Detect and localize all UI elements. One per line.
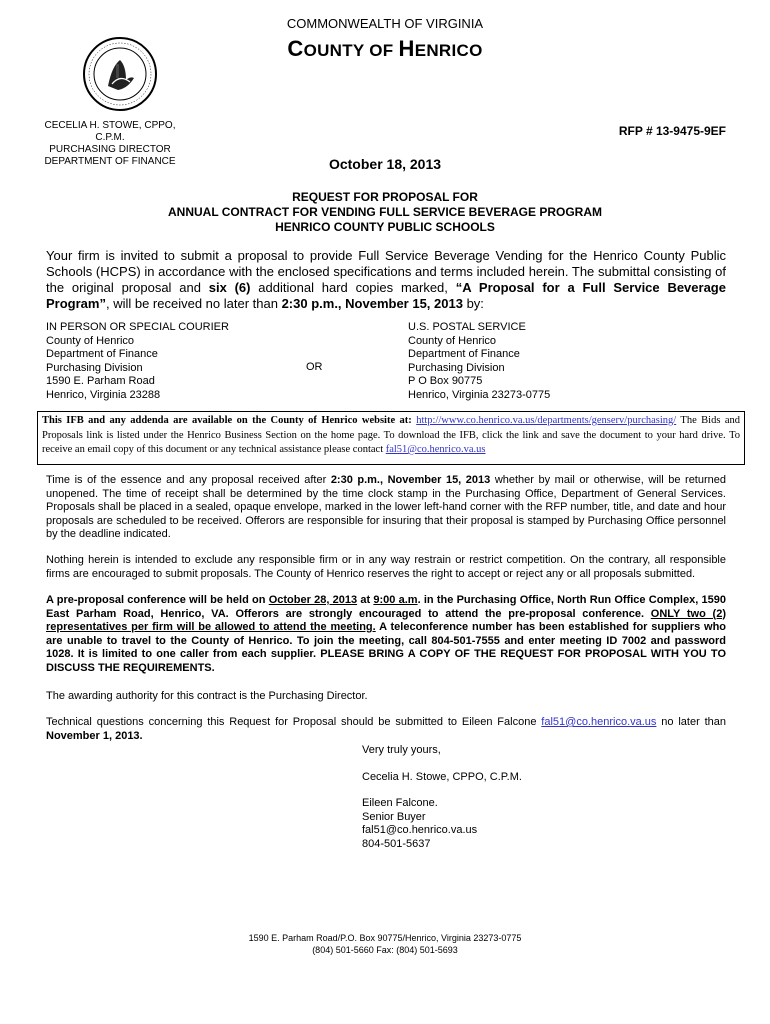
address-line: Henrico, Virginia 23288 — [46, 388, 161, 401]
buyer-signature — [362, 797, 662, 851]
contact-email-link[interactable]: fal51@co.henrico.va.us — [385, 444, 486, 455]
buyer-email: fal51@co.henrico.va.us — [362, 824, 478, 836]
competition-paragraph: Nothing herein is intended to exclude any responsible firm or in any way restrain or restrict competition. On the contrary, all responsible firms are encouraged to submit proposals. The County of Henrico reserves the right to accept or reject any or all proposals submitted. — [46, 554, 726, 580]
technical-email-link[interactable]: fal51@co.henrico.va.us — [541, 716, 657, 728]
footer-phone: (804) 501-5660 Fax: (804) 501-5693 — [312, 945, 458, 955]
address-line: Purchasing Division — [46, 361, 143, 374]
director-signature: Cecelia H. Stowe, CPPO, C.P.M. — [362, 771, 522, 783]
time-paragraph: Time is of the essence and any proposal received after 2:30 p.m., November 15, 2013 whether by mail or otherwise, will be returned unopened. The time of receipt shall be determined by the time clock stamp in the Purchasing Office, Department of General Services. Proposals shall be placed in a sealed, opaque envelope, marked in the lower left-hand corner with the RFP number, title, and date and hour proposals are scheduled to be received. Offerors are responsible for insuring that their proposal is stamped by Purchasing Office personnel by the deadline indicated. — [46, 474, 726, 540]
courier-address — [46, 321, 266, 402]
conference-paragraph: A pre-proposal conference will be held on October 28, 2013 at 9:00 a.m. in the Purchasing Office, North Run Office Complex, 1590 East Parham Road, Henrico, VA. Offerors are strongly encouraged to attend the pre-proposal conference. ONLY two (2) representatives per firm will be allowed to attend the meeting. A teleconference number has been established for suppliers who are unable to travel to the County of Henrico. To join the meeting, call 804-501-7555 and enter meeting ID 7002 and password 1028. It is limited to one caller from each supplier. PLEASE BRING A COPY OF THE REQUEST FOR PROPOSAL WITH YOU TO DISCUSS THE REQUIREMENTS. — [46, 594, 727, 674]
rfp-title-line-1: REQUEST FOR PROPOSAL FOR — [292, 190, 478, 204]
county-seal-icon — [82, 36, 158, 112]
address-line: Purchasing Division — [408, 361, 505, 374]
address-line: 1590 E. Parham Road — [46, 375, 155, 387]
rfp-number: RFP # 13-9475-9EF — [618, 124, 726, 138]
intro-paragraph: Your firm is invited to submit a proposal to provide Full Service Beverage Vending for the Henrico County Public Schools (HCPS) in accordance with the enclosed specifications and terms included herein. The submittal consisting of the original proposal and six (6) additional hard copies marked, “A Proposal for a Full Service Beverage Program”, will be received no later than 2:30 p.m., November 15, 2013 by: — [46, 248, 726, 311]
buyer-title: Senior Buyer — [362, 810, 426, 823]
address-line: County of Henrico — [46, 334, 135, 347]
address-line: Department of Finance — [408, 348, 520, 360]
awarding-paragraph: The awarding authority for this contract is the Purchasing Director. — [46, 690, 368, 702]
rfp-title — [0, 190, 770, 235]
rfp-title-line-3: HENRICO COUNTY PUBLIC SCHOOLS — [275, 220, 495, 234]
address-line: IN PERSON OR SPECIAL COURIER — [46, 321, 229, 333]
purchasing-website-link[interactable]: http://www.co.henrico.va.us/departments/genserv/purchasing/ — [416, 415, 677, 426]
buyer-name: Eileen Falcone. — [362, 797, 438, 809]
postal-address — [408, 321, 628, 402]
address-line: County of Henrico — [408, 334, 497, 347]
technical-paragraph: Technical questions concerning this Request for Proposal should be submitted to Eileen Falcone fal51@co.henrico.va.us no later than November 1, 2013. — [46, 716, 726, 742]
officer-department: DEPARTMENT OF FINANCE — [44, 156, 176, 167]
footer-address: 1590 E. Parham Road/P.O. Box 90775/Henrico, Virginia 23273-0775 — [248, 933, 522, 943]
page-footer — [0, 932, 770, 956]
letter-date: October 18, 2013 — [328, 156, 442, 172]
address-line: P O Box 90775 — [408, 375, 483, 387]
buyer-phone: 804-501-5637 — [362, 837, 431, 850]
address-line: Department of Finance — [46, 348, 158, 360]
or-separator: OR — [306, 361, 323, 373]
address-line: U.S. POSTAL SERVICE — [408, 321, 526, 333]
officer-title: PURCHASING DIRECTOR — [49, 144, 171, 155]
county-heading: COUNTY OF HENRICO — [287, 36, 483, 61]
ifb-notice-box: This IFB and any addenda are available on the County of Henrico website at: http://www.co.henrico.va.us/departments/genserv/purchasing/ The Bids and Proposals link is listed under the Henrico Business Section on the home page. To download the IFB, click the link and save the document to your hard drive. To receive an email copy of this document or any technical assistance please contact fal51@co.henrico.va.us — [37, 411, 745, 465]
closing: Very truly yours, — [362, 744, 441, 756]
address-line: Henrico, Virginia 23273-0775 — [408, 388, 551, 401]
officer-name: CECELIA H. STOWE, CPPO, C.P.M. — [44, 120, 176, 143]
rfp-title-line-2: ANNUAL CONTRACT FOR VENDING FULL SERVICE BEVERAGE PROGRAM — [167, 205, 603, 219]
commonwealth-heading: COMMONWEALTH OF VIRGINIA — [286, 16, 484, 31]
